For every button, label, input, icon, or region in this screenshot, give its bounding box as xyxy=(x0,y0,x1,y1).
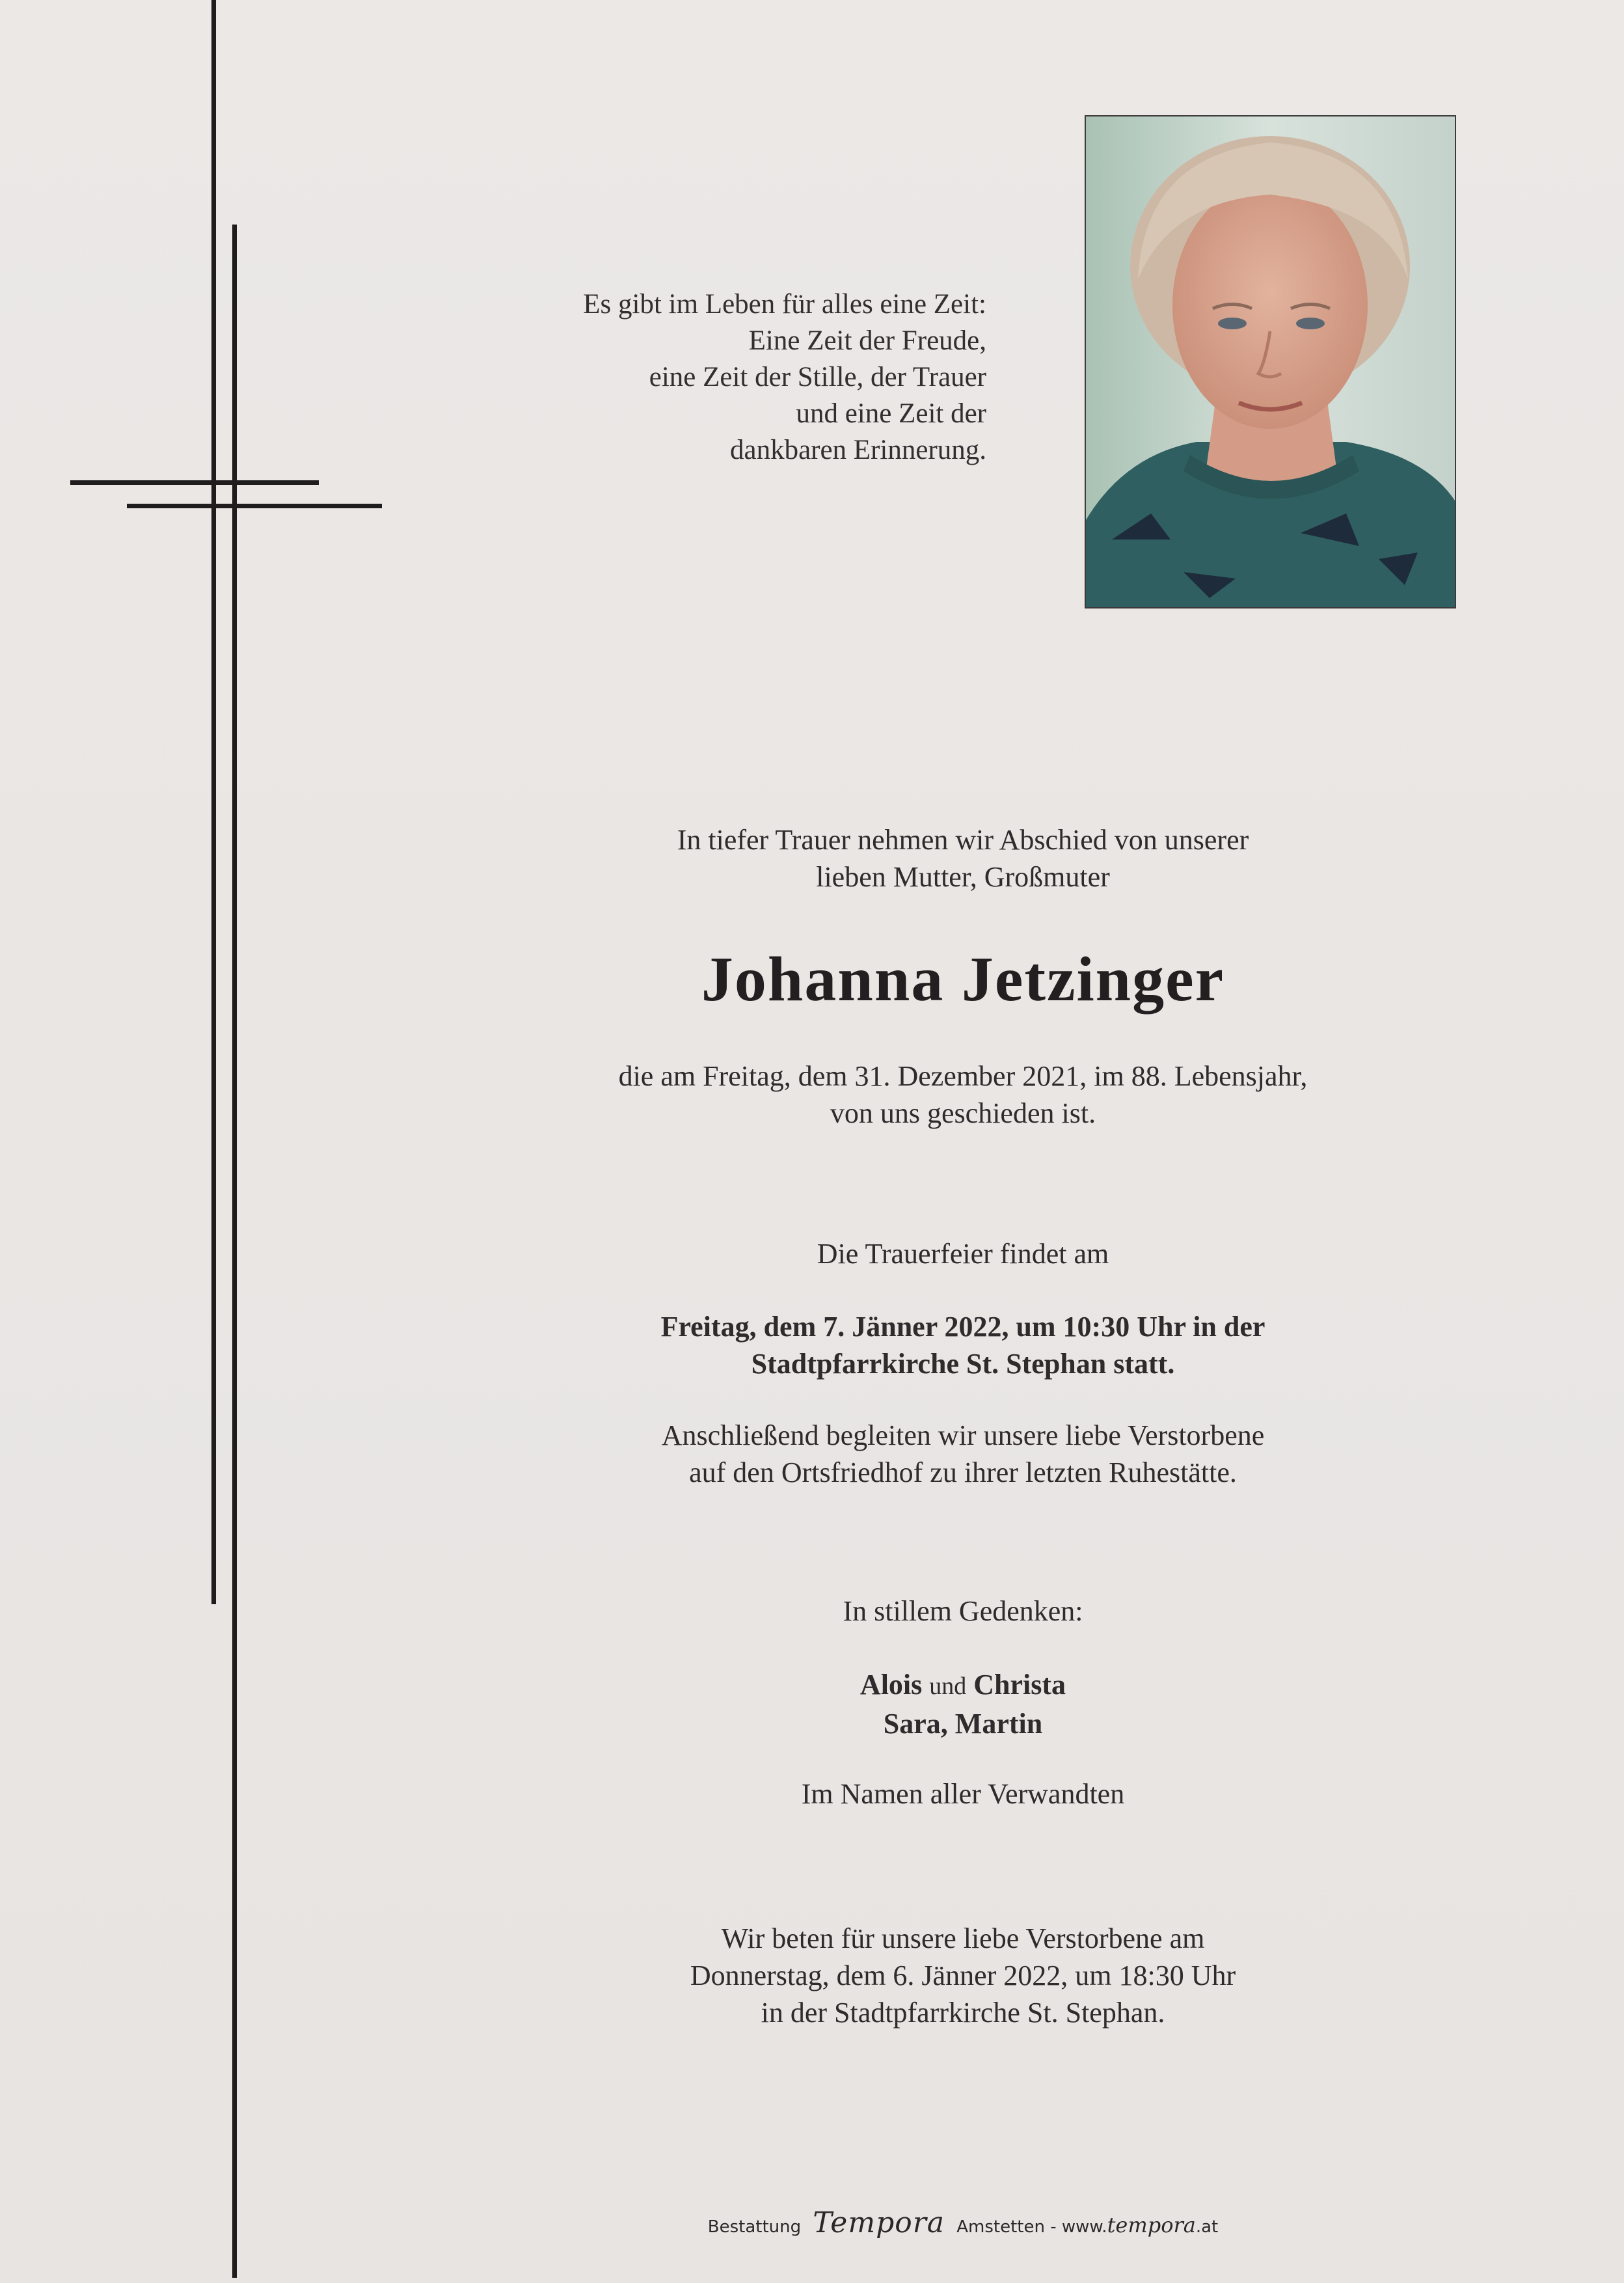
prayer-line: Donnerstag, dem 6. Jänner 2022, um 18:30 Uhr xyxy=(690,1960,1236,1991)
funeral-details-line: Freitag, dem 7. Jänner 2022, um 10:30 Uhr in der xyxy=(660,1311,1265,1343)
relatives-block xyxy=(455,1775,1470,1812)
prayer-line: in der Stadtpfarrkirche St. Stephan. xyxy=(761,1997,1165,2029)
mourner-name: Alois xyxy=(859,1669,923,1701)
relatives-line: Im Namen aller Verwandten xyxy=(801,1778,1125,1810)
mourner-connector: und xyxy=(929,1673,967,1700)
funeral-intro-block xyxy=(455,1235,1470,1272)
burial-line: Anschließend begleiten wir unsere liebe Verstorbene xyxy=(661,1419,1265,1451)
footer-brand-logo: Tempora xyxy=(813,2206,945,2239)
prayer-text xyxy=(455,1920,1470,2031)
quote-text xyxy=(466,286,986,469)
quote-line: Eine Zeit der Freude, xyxy=(748,325,986,356)
portrait-photo xyxy=(1085,115,1456,608)
death-info-line: die am Freitag, dem 31. Dezember 2021, im 88. Lebensjahr, xyxy=(618,1060,1308,1092)
footer xyxy=(455,2206,1470,2239)
deceased-name: Johanna Jetzinger xyxy=(701,944,1225,1015)
mourners-line xyxy=(455,1666,1470,1705)
mourners-names xyxy=(455,1666,1470,1742)
quote-line: und eine Zeit der xyxy=(796,398,986,429)
footer-website-link[interactable] xyxy=(1061,2213,1219,2237)
deceased-name-block xyxy=(455,940,1470,1018)
quote-line: eine Zeit der Stille, der Trauer xyxy=(649,362,986,392)
footer-web-prefix: www. xyxy=(1061,2217,1107,2237)
footer-web-suffix: .at xyxy=(1195,2217,1219,2237)
quote-line: Es gibt im Leben für alles eine Zeit: xyxy=(583,289,986,320)
mourners-intro-block xyxy=(455,1593,1470,1630)
funeral-details-line: Stadtpfarrkirche St. Stephan statt. xyxy=(751,1348,1175,1380)
mourners-line: Sara, Martin xyxy=(883,1708,1043,1740)
announcement xyxy=(455,821,1470,895)
funeral-intro: Die Trauerfeier findet am xyxy=(817,1238,1109,1270)
announcement-line: In tiefer Trauer nehmen wir Abschied von unserer xyxy=(677,824,1249,856)
burial-line: auf den Ortsfriedhof zu ihrer letzten Ruhestätte. xyxy=(689,1456,1237,1488)
funeral-details xyxy=(455,1308,1470,1382)
announcement-line: lieben Mutter, Großmuter xyxy=(816,861,1110,893)
burial-text xyxy=(455,1417,1470,1491)
footer-web-brand: tempora xyxy=(1107,2213,1196,2237)
mourners-intro: In stillem Gedenken: xyxy=(843,1595,1083,1627)
prayer-line: Wir beten für unsere liebe Verstorbene am xyxy=(721,1922,1205,1954)
footer-prefix: Bestattung xyxy=(707,2217,802,2237)
mourner-name: Christa xyxy=(973,1669,1066,1701)
footer-city: Amstetten - xyxy=(956,2217,1057,2237)
death-info-line: von uns geschieden ist. xyxy=(830,1097,1096,1129)
death-info xyxy=(455,1058,1470,1132)
quote-line: dankbaren Erinnerung. xyxy=(729,435,986,465)
